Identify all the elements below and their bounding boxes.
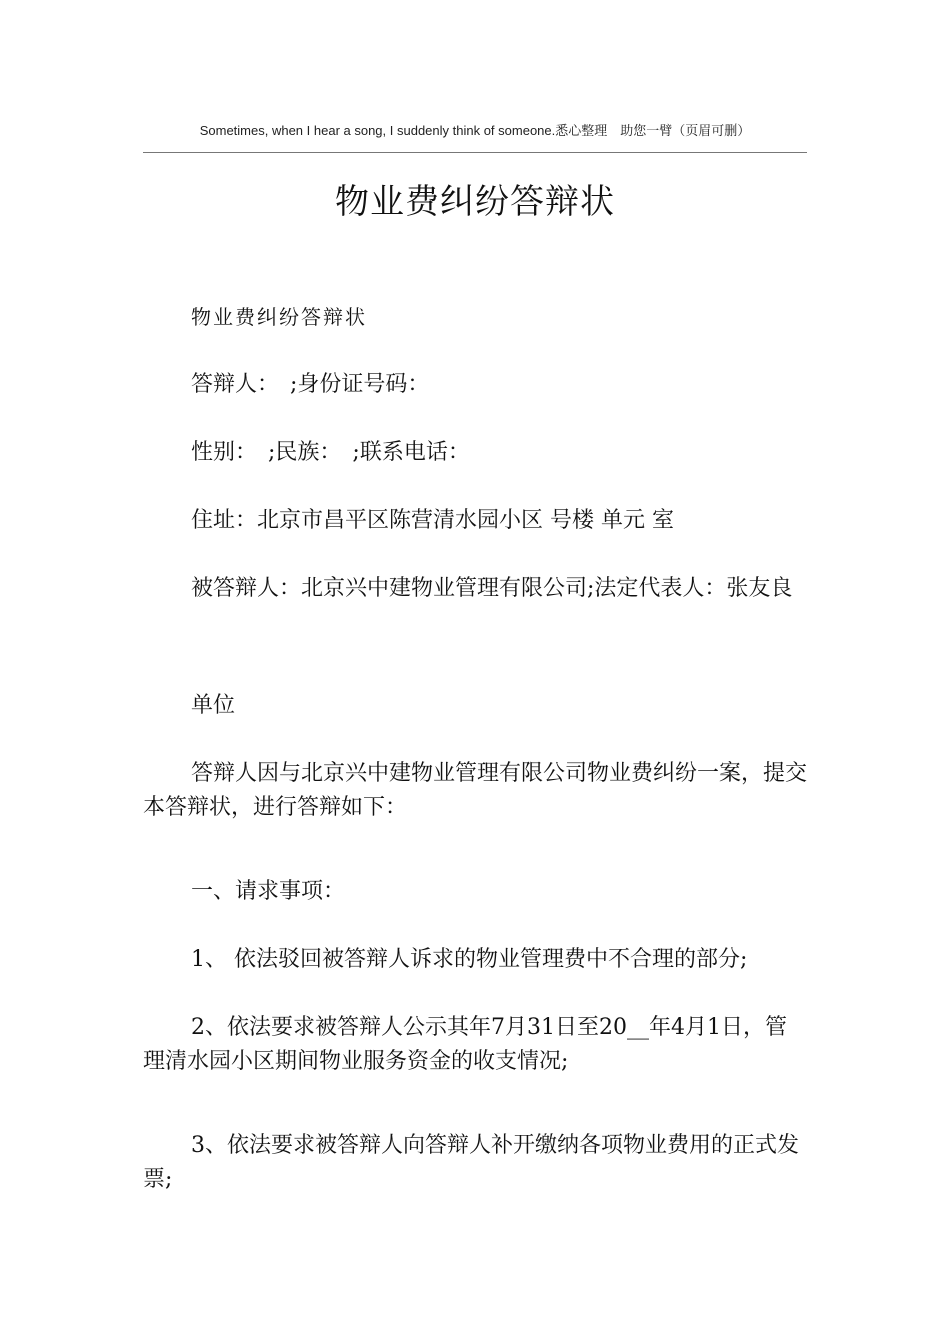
paragraph-intro: 答辩人因与北京兴中建物业管理有限公司物业费纠纷一案，提交本答辩状，进行答辩如下：	[143, 761, 808, 820]
paragraph-request-2: 2、依法要求被答辩人公示其年7月31日至20__年4月1日，管理清水园小区期间物业服务资金的收支情况;	[143, 1015, 787, 1074]
paragraph-section-heading: 一、请求事项：	[191, 879, 346, 904]
paragraph-respondent: 答辩人： ;身份证号码：	[191, 372, 430, 397]
header-divider	[143, 152, 807, 153]
paragraph-subtitle: 物业费纠纷答辩状	[191, 305, 367, 329]
document-title: 物业费纠纷答辩状	[335, 182, 615, 222]
paragraph-address: 住址：北京市昌平区陈营清水园小区 号楼 单元 室	[191, 508, 674, 533]
paragraph-gender-ethnicity-phone: 性别： ;民族： ;联系电话：	[191, 440, 470, 465]
paragraph-unit: 单位	[191, 693, 236, 718]
paragraph-plaintiff: 被答辩人：北京兴中建物业管理有限公司;法定代表人：张友良	[191, 576, 793, 601]
page-header-text: Sometimes, when I hear a song, I suddenly think of someone.悉心整理 助您一臂（页眉可删）	[199, 123, 751, 138]
paragraph-request-1: 1、 依法驳回被答辩人诉求的物业管理费中不合理的部分;	[191, 947, 748, 972]
paragraph-request-3: 3、依法要求被答辩人向答辩人补开缴纳各项物业费用的正式发票;	[143, 1133, 799, 1192]
